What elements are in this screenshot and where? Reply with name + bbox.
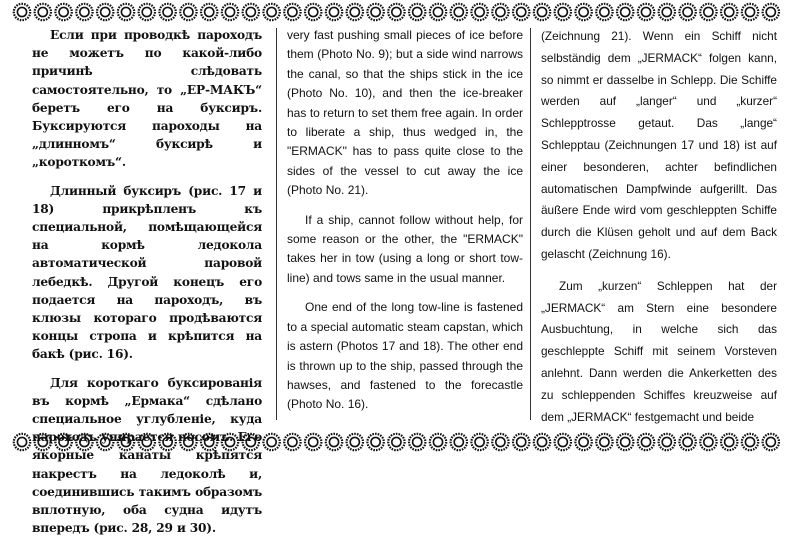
- ring-ornament-icon: [700, 4, 716, 20]
- ring-ornament-icon: [305, 4, 321, 20]
- column-divider-left: [276, 28, 277, 420]
- ring-ornament-icon: [492, 434, 508, 450]
- ring-ornament-icon: [159, 434, 175, 450]
- ring-ornament-icon: [471, 434, 487, 450]
- ring-ornament-icon: [55, 4, 71, 20]
- ring-ornament-icon: [534, 434, 550, 450]
- ring-ornament-icon: [409, 4, 425, 20]
- ring-ornament-icon: [35, 4, 51, 20]
- english-column: [287, 26, 523, 426]
- bottom-ornamental-border: [12, 432, 788, 452]
- ring-ornament-icon: [14, 4, 30, 20]
- ring-ornament-icon: [409, 434, 425, 450]
- ring-ornament-icon: [222, 434, 238, 450]
- ring-pattern-bottom: [12, 432, 788, 452]
- ring-ornament-icon: [14, 434, 30, 450]
- ring-ornament-icon: [118, 4, 134, 20]
- ring-ornament-icon: [388, 4, 404, 20]
- column-divider-right: [530, 28, 531, 420]
- ring-ornament-icon: [679, 434, 695, 450]
- ring-ornament-icon: [97, 434, 113, 450]
- ring-ornament-icon: [742, 434, 758, 450]
- ring-ornament-icon: [575, 434, 591, 450]
- german-paragraph-1: (Zeichnung 21). Wenn ein Schiff nicht selbständig dem „JERMACK“ folgen kann, so nimmt er dasselbe in Schlepp. Die Schiffe werden auf „langer“ und „kurzer“ Schlepptrosse getaut. Das „lange“ Schlepptau (Zeichnungen 17 und 18) ist auf einer besonderen, achter befindlichen automatischen Dampfwinde aufgerillt. Das äußere Ende wird vom geschleppten Schiffe durch die Klüsen geholt und auf dem Back gelascht (Zeichnung 16).: [541, 29, 777, 261]
- ring-ornament-icon: [367, 434, 383, 450]
- ring-ornament-icon: [347, 4, 363, 20]
- german-paragraph-2: Zum „kurzen“ Schleppen hat der „JERMACK“ am Stern eine besondere Ausbuchtung, in welche sich das geschleppte Schiff mit seinem Vorsteven anlehnt. Dann werden die Ankerketten des zu schleppenden Schiffes kreuzweise auf dem „JERMACK“ festgemacht und beide: [541, 278, 777, 424]
- russian-column: [32, 26, 262, 536]
- ring-ornament-icon: [76, 4, 92, 20]
- ring-ornament-icon: [679, 4, 695, 20]
- ring-ornament-icon: [763, 434, 779, 450]
- russian-paragraph-3: Для короткаго буксированія въ кормѣ „Ермака“ сдѣлано специальное углубленіе, куда пароходъ упирается носомъ. Его якорные канаты крѣпятся накрестъ на ледоколѣ и, соединившись такимъ образомъ вплотную, оба судна идутъ впередъ (рис. 28, 29 и 30).: [32, 375, 262, 536]
- ring-ornament-icon: [596, 434, 612, 450]
- ring-ornament-icon: [367, 4, 383, 20]
- ring-ornament-icon: [97, 4, 113, 20]
- ring-ornament-icon: [513, 434, 529, 450]
- ring-ornament-icon: [201, 434, 217, 450]
- ring-ornament-icon: [159, 4, 175, 20]
- ring-ornament-icon: [659, 434, 675, 450]
- english-paragraph-3: One end of the long tow-line is fastened to a special automatic steam capstan, which is astern (Photos 17 and 18). The other end is thrown up to the ship, passed through the hawses, and fastened to the forecastle (Photo No. 16).: [287, 300, 523, 412]
- ring-ornament-icon: [305, 434, 321, 450]
- ring-ornament-icon: [555, 434, 571, 450]
- ring-pattern-top: [12, 2, 788, 22]
- russian-paragraph-2: Длинный буксиръ (рис. 17 и 18) прикрѣпленъ къ специальной, помѣщающейся на кормѣ ледокола автоматической паровой лебедкѣ. Другой конецъ его подается на пароходъ, въ клюзы котораго продѣваются концы стропа и крѣпится на бакѣ (рис. 16).: [32, 183, 262, 362]
- german-column: [541, 26, 777, 426]
- ring-ornament-icon: [617, 434, 633, 450]
- ring-ornament-icon: [35, 434, 51, 450]
- ring-ornament-icon: [263, 4, 279, 20]
- russian-paragraph-1: Если при проводкѣ пароходъ не можетъ по какой-либо причинѣ слѣдовать самостоятельно, то „ЕР-МАКЪ“ беретъ его на буксиръ. Буксируются пароходы на „длинномъ“ буксирѣ и „короткомъ“.: [32, 28, 262, 170]
- ring-ornament-icon: [471, 4, 487, 20]
- ring-ornament-icon: [118, 434, 134, 450]
- ring-ornament-icon: [430, 434, 446, 450]
- ring-ornament-icon: [638, 4, 654, 20]
- ring-ornament-icon: [180, 4, 196, 20]
- ring-ornament-icon: [326, 4, 342, 20]
- ring-ornament-icon: [139, 4, 155, 20]
- ring-ornament-icon: [534, 4, 550, 20]
- ring-ornament-icon: [347, 434, 363, 450]
- ring-ornament-icon: [201, 4, 217, 20]
- ring-ornament-icon: [721, 434, 737, 450]
- ring-ornament-icon: [575, 4, 591, 20]
- ring-ornament-icon: [180, 434, 196, 450]
- ring-ornament-icon: [742, 4, 758, 20]
- ring-ornament-icon: [326, 434, 342, 450]
- ring-ornament-icon: [55, 434, 71, 450]
- ring-ornament-icon: [721, 4, 737, 20]
- ring-ornament-icon: [617, 4, 633, 20]
- ring-ornament-icon: [700, 434, 716, 450]
- ring-ornament-icon: [430, 4, 446, 20]
- ring-ornament-icon: [139, 434, 155, 450]
- ring-ornament-icon: [388, 434, 404, 450]
- ring-ornament-icon: [638, 434, 654, 450]
- ring-ornament-icon: [284, 4, 300, 20]
- ring-ornament-icon: [451, 4, 467, 20]
- ring-ornament-icon: [659, 4, 675, 20]
- ring-ornament-icon: [243, 4, 259, 20]
- top-ornamental-border: [12, 2, 788, 22]
- ring-ornament-icon: [492, 4, 508, 20]
- ring-ornament-icon: [555, 4, 571, 20]
- ring-ornament-icon: [451, 434, 467, 450]
- ring-ornament-icon: [222, 4, 238, 20]
- ring-ornament-icon: [513, 4, 529, 20]
- english-paragraph-2: If a ship, cannot follow without help, for some reason or the other, the "ERMACK" takes her in tow (using a long or short tow-line) and tows same in the usual manner.: [287, 212, 523, 285]
- ring-ornament-icon: [284, 434, 300, 450]
- ring-ornament-icon: [263, 434, 279, 450]
- english-paragraph-1: very fast pushing small pieces of ice before them (Photo No. 9); but a side wind narrows the canal, so that the ships stick in the ice (Photo No. 10), and then the ice-breaker has to return to set them free again. In order to liberate a ship, thus wedged in, the "ERMACK" has to pass quite close to the sides of the vessel to cut away the ice (Photo No. 21).: [287, 28, 523, 198]
- ring-ornament-icon: [763, 4, 779, 20]
- ring-ornament-icon: [243, 434, 259, 450]
- ring-ornament-icon: [596, 4, 612, 20]
- ring-ornament-icon: [76, 434, 92, 450]
